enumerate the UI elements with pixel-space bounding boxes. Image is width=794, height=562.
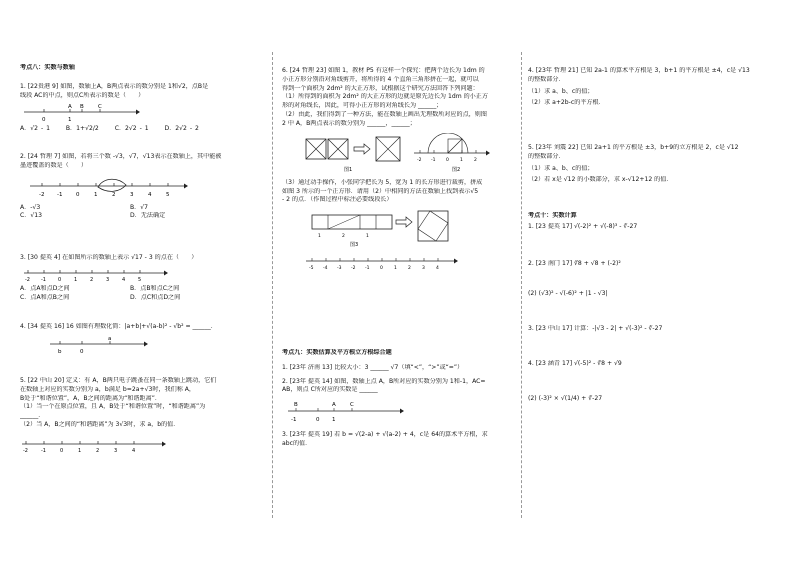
svg-text:-1: -1 [41, 447, 46, 454]
question-text: 1. [22贵港 9] 如图，数轴上A，B两点表示的数分别是 1和√2，点B是 [20, 83, 209, 90]
question-text: - 2 的点．（作图过程中标注必要线段长） [282, 196, 393, 204]
figure-1 [306, 137, 400, 173]
svg-text:a: a [108, 335, 112, 342]
question-4-right [528, 67, 772, 108]
svg-text:2: 2 [90, 276, 94, 283]
question-text: 小正方形分别沿对角线剪开，将所得的 4 个直角三角形拼在一起，就可以 [282, 75, 479, 83]
column-left [20, 52, 260, 518]
svg-text:4: 4 [122, 276, 126, 283]
column-middle [282, 52, 518, 518]
svg-text:1: 1 [74, 276, 78, 283]
question-text: 2. [23年 提英 14] 如图，数轴上点 A，B所对应的实数分别为 1和-1，AC= [282, 377, 486, 385]
svg-text:b: b [58, 348, 62, 355]
question-text: 5. [23年 刘震 22] 已知 2a+1 的平方根是 ±3，b+9的立方根是 2，c是 √12 [528, 144, 739, 151]
question-text: （3）通过动手操作，小张同学把长为 5，宽为 1 的长方形进行裁剪，拼成 [282, 178, 483, 186]
svg-text:3: 3 [114, 447, 118, 454]
calc-item: 4. [23 涵青 17] √(-5)² - ∛8 + √9 [528, 360, 622, 368]
svg-text:C: C [350, 402, 354, 409]
option-a: A．点A和点D之间 [20, 284, 70, 292]
svg-text:图2: 图2 [452, 166, 461, 173]
svg-text:2: 2 [474, 157, 477, 163]
svg-text:1: 1 [394, 266, 397, 272]
number-line [20, 103, 140, 125]
question-text: 在数轴上对应的实数分别为 a，b满足 b=2a+√3时，我们称 A， [20, 385, 196, 393]
number-line [20, 334, 150, 356]
question-3 [20, 254, 260, 302]
calc-item: 1. [23 提英 17] √(-2)² + √(-8)³ - ∛-27 [528, 222, 638, 230]
svg-text:-2: -2 [25, 276, 30, 283]
section-9 [282, 349, 518, 449]
question-text: （2）若 x是 √12 的小数部分，求 x-√12+12 的值． [528, 176, 673, 184]
svg-text:B: B [294, 402, 298, 409]
svg-text:-2: -2 [351, 266, 356, 272]
question-6 [282, 67, 518, 273]
question-text: （2）由此，我们得到了一种方法，能在数轴上画出无理数所对应的点，则图 [282, 111, 487, 119]
number-line [20, 436, 170, 456]
svg-text:3: 3 [106, 276, 110, 283]
ink-blot [98, 179, 126, 191]
svg-text:0: 0 [316, 417, 320, 424]
number-line [20, 265, 170, 285]
svg-text:5: 5 [138, 276, 142, 283]
svg-text:1: 1 [460, 157, 463, 163]
question-text: 形的对角线长，因此，可得小正方形的对角线长为 ______； [282, 102, 443, 110]
question-text: 3. [23年 提英 19] 若 b = √(2-a) + √(a-2) + 4，c是 64的算术平方根，求 [282, 431, 488, 439]
svg-text:1: 1 [78, 447, 82, 454]
question-text: （1）当一个在原点位置，且 A，B处于“和谐位置”时，“和谐距离”为 [20, 403, 206, 411]
tick-label: 1 [68, 116, 72, 123]
calc-item: 3. [23 中山 17] 计算：-|√3 - 2| + √(-3)² - ∛-27 [528, 325, 663, 333]
svg-text:2: 2 [96, 447, 100, 454]
svg-text:4: 4 [132, 447, 136, 454]
svg-text:0: 0 [60, 447, 64, 454]
question-text: 1. [23年 济南 13] 比较大小：3 ______ √7（填“<”，“>”或“=”） [282, 363, 464, 371]
svg-text:-2: -2 [23, 447, 28, 454]
option-d: D．2√2 - 2 [164, 124, 199, 132]
worksheet-page [20, 52, 772, 518]
svg-text:图1: 图1 [344, 166, 353, 173]
column-divider [521, 52, 522, 518]
column-divider [272, 52, 273, 518]
point-label: C [98, 103, 102, 110]
option-c: C．√13 [20, 212, 42, 220]
question-4 [20, 323, 260, 356]
svg-text:3: 3 [130, 191, 134, 198]
figure-2 [414, 133, 490, 173]
option-a: A．√2 - 1 [20, 124, 50, 132]
question-text: 的整数部分． [528, 152, 565, 160]
question-text: （2）当 A，B之间的“和谐距离”为 3√3时，求 a，b的值． [20, 421, 180, 429]
svg-text:4: 4 [148, 191, 152, 198]
question-text: ______． [20, 412, 45, 420]
option-d: D．点C和点D之间 [130, 293, 181, 301]
question-text: 4. [23年 哲理 21] 已知 2a-1 的算术平方根是 3，b+1 的平方根是 ±4，c是 √13 [528, 67, 750, 74]
point-label: B [80, 103, 84, 110]
number-line [282, 253, 518, 273]
svg-text:4: 4 [436, 266, 439, 272]
svg-text:-1: -1 [57, 191, 63, 198]
figure-row [282, 133, 518, 177]
calc-item: (2) (√3)² - √(-6)² + |1 - √3| [528, 290, 608, 298]
svg-text:2: 2 [342, 234, 345, 240]
number-line [282, 399, 412, 427]
question-1 [20, 83, 260, 133]
question-text: AB，则点 C所对应的实数是 ______ [282, 386, 378, 394]
svg-text:0: 0 [58, 276, 62, 283]
question-text: B处于“和谐位置”，A，B之间的距离为“和谐距离”． [20, 394, 161, 402]
svg-text:1: 1 [332, 417, 336, 424]
svg-text:5: 5 [166, 191, 170, 198]
question-text: 的整数部分． [528, 75, 565, 83]
svg-text:-1: -1 [41, 276, 46, 283]
option-d: D．无法确定 [130, 212, 166, 220]
question-text: 2. [24 哲理 7] 如图，若将三个数 -√3，√7，√13表示在数轴上，其中能被 [20, 153, 222, 160]
svg-text:-2: -2 [417, 157, 422, 163]
question-text: （1）所得到的面积为 2dm² 的大正方形的边就是原先边长为 1dm 的小正方 [282, 93, 488, 101]
section-heading: 考点九：实数估算及平方根立方根综合题 [282, 349, 392, 356]
question-5-right [528, 144, 772, 185]
svg-text:-2: -2 [39, 191, 45, 198]
section-heading: 考点十：实数计算 [528, 212, 577, 219]
calc-item: 2. [23 南门 17] ∛8 + √8 + (-2)² [528, 259, 621, 267]
option-a: A．-√3 [20, 203, 41, 211]
question-text: 6. [24 哲理 23] 如图 1，教材 P5 有这样一个探究：把两个边长为 1dm 的 [282, 67, 485, 74]
svg-text:A: A [332, 402, 336, 409]
svg-text:0: 0 [446, 157, 449, 163]
option-b: B．√7 [130, 203, 149, 211]
svg-text:1: 1 [94, 191, 98, 198]
section-10 [528, 212, 772, 404]
section-heading: 考点八：实数与数轴 [20, 64, 75, 71]
option-b: B．点B和点C之间 [130, 284, 180, 292]
svg-text:-5: -5 [309, 266, 314, 272]
question-text: 5. [22 中山 20] 定义：有 A，B两只电子跳蚤在同一条数轴上跳动，它们 [20, 377, 217, 384]
option-c: C．点A和点B之间 [20, 293, 70, 301]
svg-text:2: 2 [112, 191, 116, 198]
svg-text:2: 2 [408, 266, 411, 272]
svg-text:0: 0 [80, 348, 84, 355]
question-text: （2）求 a+2b-c的平方根． [528, 99, 605, 107]
point-label: A [68, 103, 72, 110]
svg-text:-4: -4 [323, 266, 328, 272]
svg-text:-1: -1 [291, 417, 297, 424]
option-c: C．2√2 - 1 [114, 124, 149, 132]
question-text: 线段 AC的中点，则点C所表示的数是（ ） [20, 91, 145, 99]
question-text: 如图 3 所示的一个正方形．请用（2）中相同的方法在数轴上找到表示√5 [282, 187, 479, 195]
svg-text:-1: -1 [431, 157, 436, 163]
question-text: 得到一个面积为 2dm² 的大正方形，试根据这个研究方法回答下列问题： [282, 84, 479, 92]
calc-item: (2) (-3)² × √(1/4) + ∛-27 [528, 394, 603, 402]
question-text: 2 中 A，B两点表示的数分别为 ______，______； [282, 119, 416, 127]
figure-3 [282, 209, 518, 249]
svg-text:图3: 图3 [350, 242, 359, 249]
question-text: 4. [34 提英 16] 16 如图有理数化简：|a+b|+√(a-b)² - √b² = ______． [20, 323, 217, 330]
question-text: （1）求 a、b、c的值； [528, 87, 594, 95]
question-text: （1）求 a、b、c的值； [528, 164, 594, 172]
svg-text:-1: -1 [365, 266, 370, 272]
question-2 [20, 153, 260, 221]
svg-text:3: 3 [422, 266, 425, 272]
question-text: abc的值． [282, 440, 312, 448]
question-5 [20, 377, 260, 456]
column-right [528, 52, 772, 518]
number-line [20, 174, 190, 204]
question-text: 墨迹覆盖的数是（ ） [20, 161, 88, 169]
svg-text:1: 1 [366, 234, 369, 240]
svg-text:1: 1 [318, 234, 321, 240]
svg-text:0: 0 [380, 266, 383, 272]
svg-text:0: 0 [76, 191, 80, 198]
svg-text:-3: -3 [337, 266, 342, 272]
tick-label: 0 [42, 116, 46, 123]
question-text: 3. [30 提英 4] 在如图所示的数轴上表示 √17 - 3 的点在（ ） [20, 254, 198, 261]
option-b: B．1+√2/2 [65, 124, 99, 132]
